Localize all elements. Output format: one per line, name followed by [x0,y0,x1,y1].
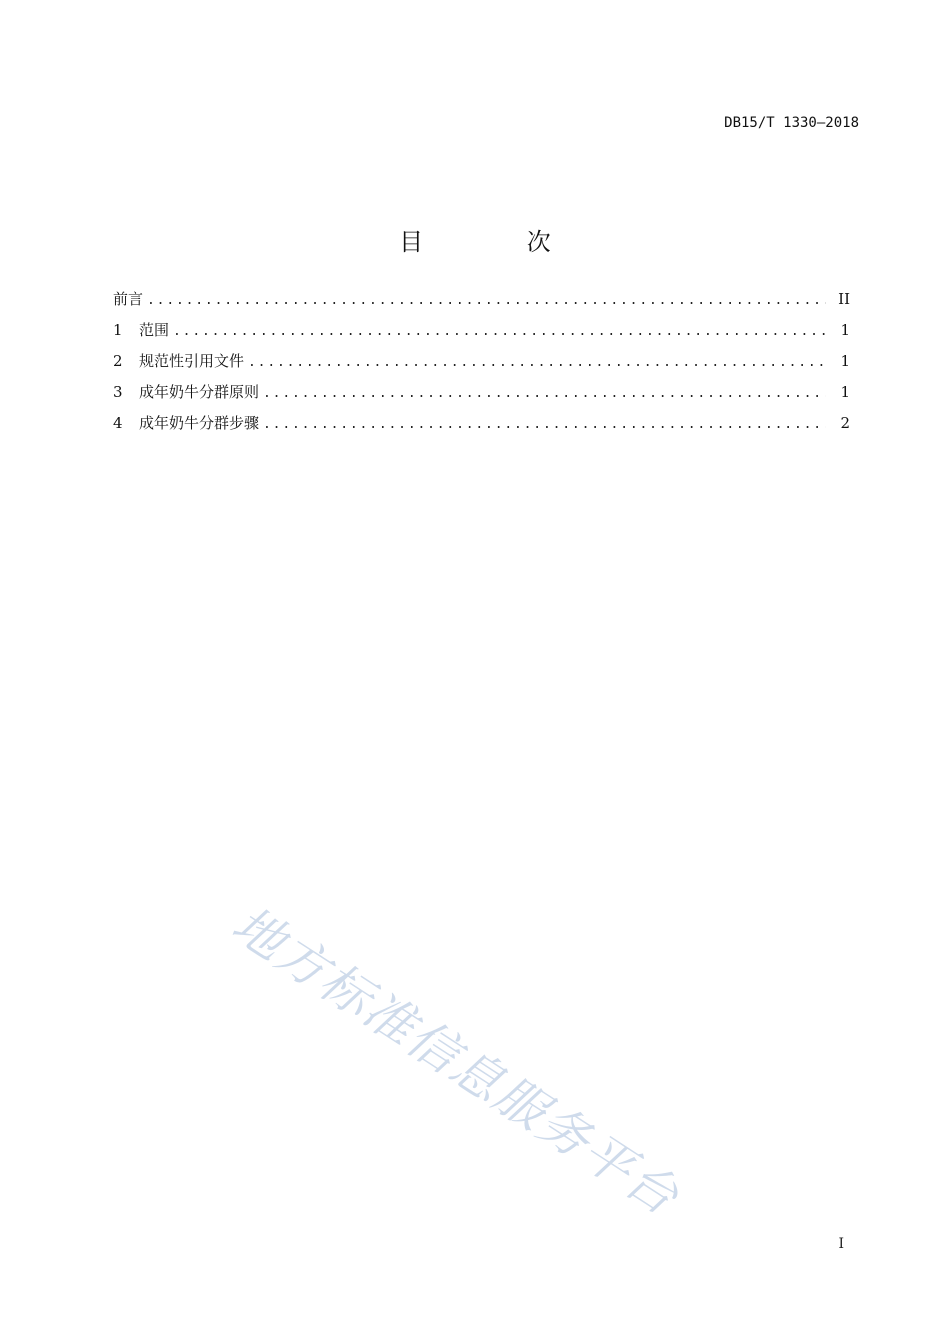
toc-entry-text: 规范性引用文件 [139,352,245,370]
toc-entry-text: 范围 [139,321,170,339]
toc-entry-number: 3 [113,383,123,401]
toc-leader-dots [263,378,826,409]
toc-entry-page: II [838,290,850,308]
toc-entry-grouping-principles[interactable] [113,377,850,408]
page-number: I [838,1236,844,1252]
watermark: 地方标准信息服务平台 [222,895,690,1227]
toc-leader-dots [248,347,826,378]
toc-entry-number: 1 [113,321,123,339]
toc-entry-page: 1 [840,352,850,370]
toc-leader-dots [147,285,826,316]
toc-entry-number: 4 [113,414,123,432]
toc-entry-page: 1 [840,321,850,339]
toc-entry-text: 成年奶牛分群步骤 [139,414,260,432]
toc-leader-dots [263,409,826,440]
table-of-contents [113,284,850,439]
toc-title: 目 次 [399,228,599,257]
toc-entry-text: 前言 [113,290,144,308]
document-code: DB15/T 1330—2018 [724,115,859,131]
toc-entry-text: 成年奶牛分群原则 [139,383,260,401]
toc-entry-scope[interactable] [113,315,850,346]
toc-entry-number: 2 [113,352,123,370]
toc-entry-preface[interactable] [113,284,850,315]
toc-entry-grouping-steps[interactable] [113,408,850,439]
toc-leader-dots [173,316,826,347]
toc-entry-page: 2 [840,414,850,432]
toc-entry-page: 1 [840,383,850,401]
toc-entry-normative-references[interactable] [113,346,850,377]
